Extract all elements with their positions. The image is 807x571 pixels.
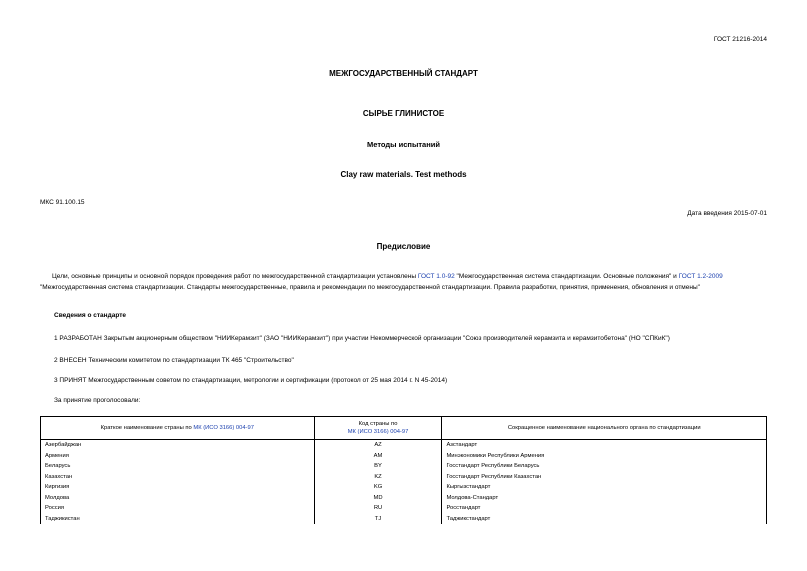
table-row <box>41 514 767 525</box>
mk-iso-link[interactable]: МК (ИСО 3166) 004-97 <box>193 425 254 431</box>
intro-text-3: "Межгосударственная система стандартизации. Стандарты межгосударственные, правила и рекомендации по межгосударственной стандартизации. Правила разработки, принятия, применения, обновления и отмены" <box>40 284 700 291</box>
body-cell: Кыргызстандарт <box>442 482 767 493</box>
header-code <box>314 417 442 440</box>
table-row <box>41 461 767 472</box>
mk-iso-link-2[interactable]: МК (ИСО 3166) 004-97 <box>347 429 409 435</box>
foreword-heading: Предисловие <box>376 242 431 251</box>
standard-subtitle: Методы испытаний <box>367 140 440 149</box>
code-cell: KG <box>314 482 442 493</box>
body-cell: Госстандарт Республики Казахстан <box>442 472 767 483</box>
table-row <box>41 493 767 504</box>
body-cell: Азстандарт <box>442 440 767 451</box>
standard-info-heading: Сведения о стандарте <box>54 312 127 319</box>
header-body: Сокращенное наименование национального органа по стандартизации <box>442 417 767 440</box>
code-cell: RU <box>314 503 442 514</box>
table-row <box>41 440 767 451</box>
body-cell: Молдова-Стандарт <box>442 493 767 504</box>
code-cell: BY <box>314 461 442 472</box>
header-country <box>41 417 315 440</box>
code-cell: KZ <box>314 472 442 483</box>
country-cell: Киргизия <box>41 482 315 493</box>
table-header-row <box>41 417 767 440</box>
country-cell: Армения <box>41 451 315 462</box>
table-row <box>41 503 767 514</box>
intro-text-1: Цели, основные принципы и основной порядок проведения работ по межгосударственной стандартизации установлены <box>52 273 418 280</box>
gost-1-0-link[interactable]: ГОСТ 1.0-92 <box>417 273 455 280</box>
item-developed: 1 РАЗРАБОТАН Закрытым акционерным обществом "НИИКерамзит" (ЗАО "НИИКерамзит") при участии Некоммерческой организации "Союз производителей керамзита и керамзитобетона" (НО "СПКиК") <box>54 335 670 342</box>
intro-text-2: "Межгосударственная система стандартизации. Основные положения" и <box>454 273 679 280</box>
gost-1-2-link[interactable]: ГОСТ 1.2-2009 <box>678 273 723 280</box>
body-cell: Росстандарт <box>442 503 767 514</box>
foreword-paragraph <box>40 271 767 293</box>
table-row <box>41 482 767 493</box>
standard-title: СЫРЬЕ ГЛИНИСТОЕ <box>362 109 445 118</box>
table-row <box>41 472 767 483</box>
document-code: ГОСТ 21216-2014 <box>713 36 767 43</box>
mks-code: МКС 91.100.15 <box>40 199 85 206</box>
item-submitted: 2 ВНЕСЕН Техническим комитетом по стандартизации ТК 465 "Строительство" <box>54 357 294 364</box>
country-cell: Молдова <box>41 493 315 504</box>
table-row <box>41 451 767 462</box>
header-code-text: Код страны по <box>358 421 398 427</box>
header-country-text: Краткое наименование страны по <box>100 425 194 431</box>
country-cell: Россия <box>41 503 315 514</box>
voted-label: За принятие проголосовали: <box>54 397 141 404</box>
country-cell: Казахстан <box>41 472 315 483</box>
interstate-standard-heading: МЕЖГОСУДАРСТВЕННЫЙ СТАНДАРТ <box>329 69 478 78</box>
code-cell: AM <box>314 451 442 462</box>
code-cell: TJ <box>314 514 442 525</box>
body-cell: Минэкономики Республики Армения <box>442 451 767 462</box>
body-cell: Госстандарт Республики Беларусь <box>442 461 767 472</box>
body-cell: Таджикстандарт <box>442 514 767 525</box>
country-cell: Таджикистан <box>41 514 315 525</box>
country-cell: Азербайджан <box>41 440 315 451</box>
item-adopted: 3 ПРИНЯТ Межгосударственным советом по стандартизации, метрологии и сертификации (протокол от 25 мая 2014 г. N 45-2014) <box>54 377 448 384</box>
code-cell: AZ <box>314 440 442 451</box>
code-cell: MD <box>314 493 442 504</box>
english-title: Clay raw materials. Test methods <box>340 170 467 179</box>
voting-countries-table <box>40 416 767 524</box>
country-cell: Беларусь <box>41 461 315 472</box>
introduction-date: Дата введения 2015-07-01 <box>687 210 767 217</box>
